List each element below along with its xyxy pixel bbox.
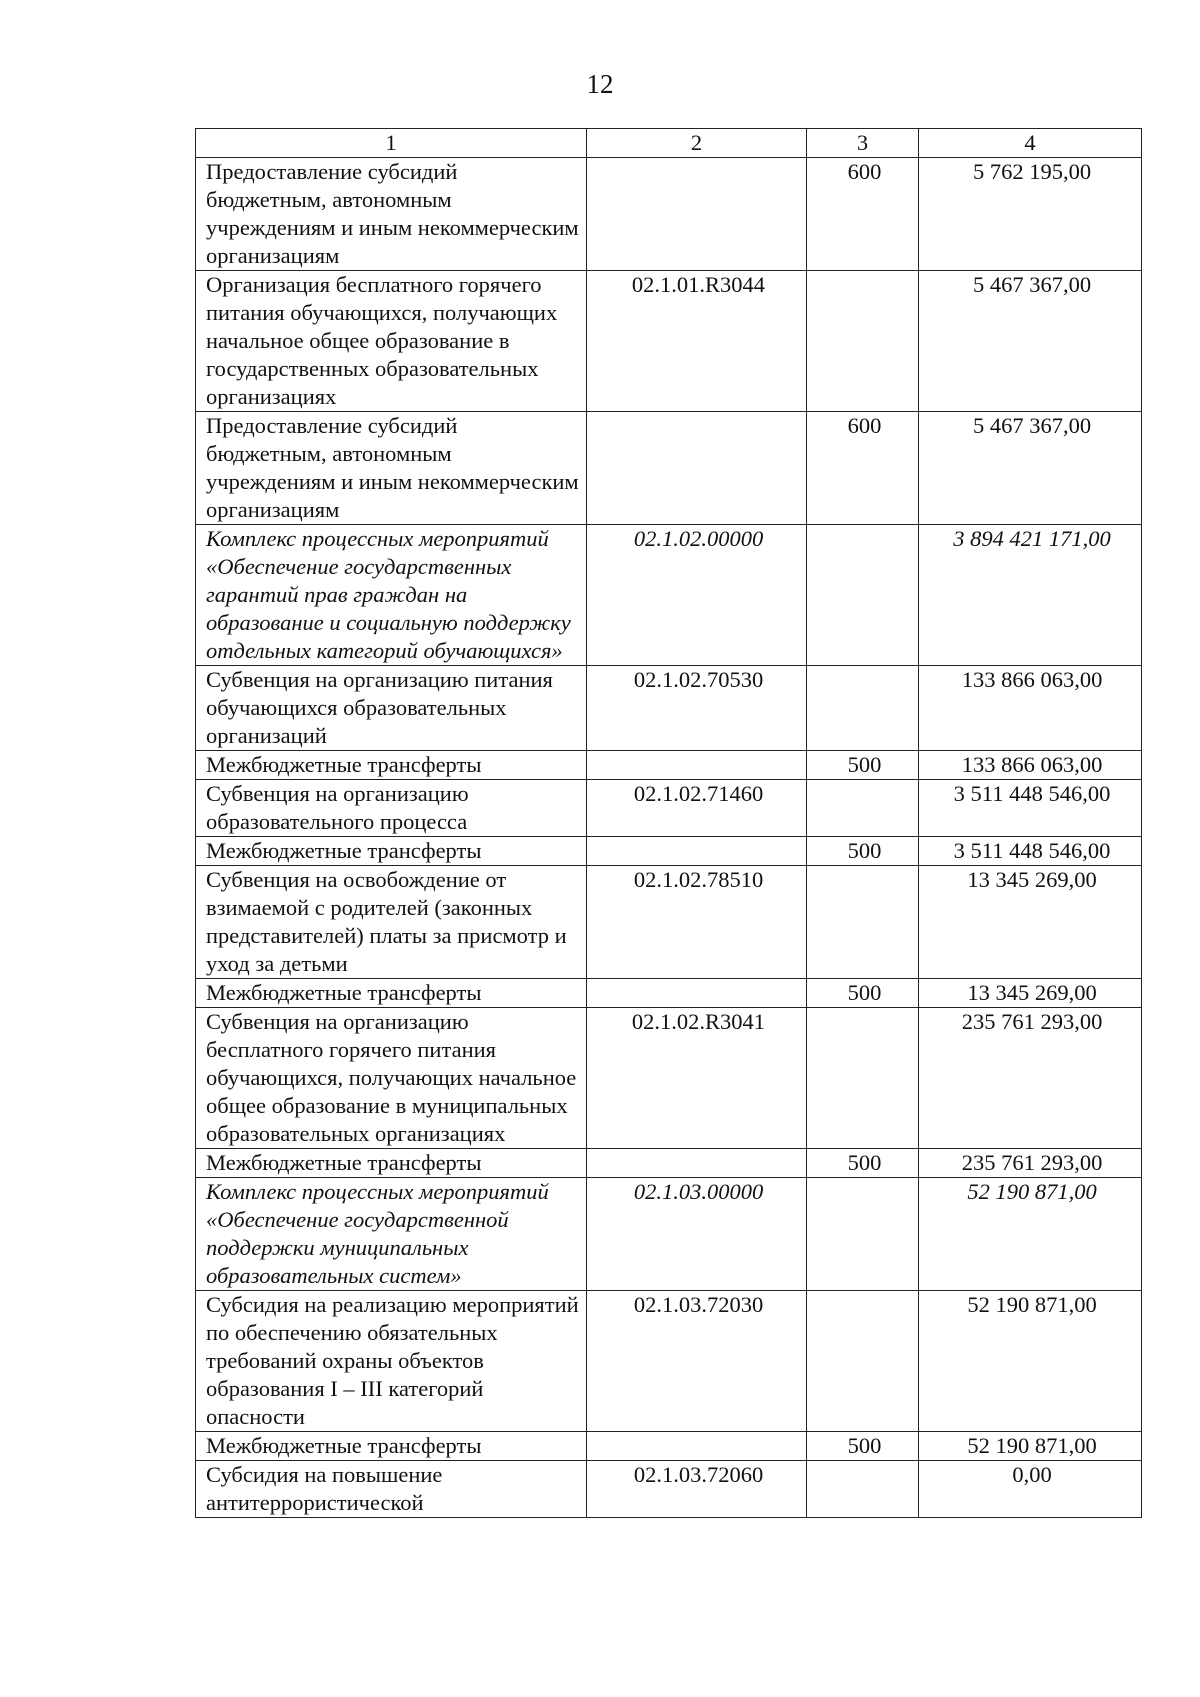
row-type-cell: 500 <box>807 1432 919 1461</box>
row-amount-cell: 3 511 448 546,00 <box>919 837 1142 866</box>
row-name-cell: Межбюджетные трансферты <box>196 979 587 1008</box>
row-amount-cell: 5 762 195,00 <box>919 158 1142 271</box>
row-amount-cell: 52 190 871,00 <box>919 1291 1142 1432</box>
table-row <box>196 1008 1142 1149</box>
row-name-cell: Субвенция на организацию образовательного процесса <box>196 780 587 837</box>
table-row <box>196 751 1142 780</box>
row-amount-cell: 5 467 367,00 <box>919 271 1142 412</box>
row-amount-cell: 0,00 <box>919 1461 1142 1518</box>
row-name-cell: Комплекс процессных мероприятий «Обеспечение государственных гарантий прав граждан на образование и социальную поддержку отдельных категорий обучающихся» <box>196 525 587 666</box>
row-name-cell: Межбюджетные трансферты <box>196 837 587 866</box>
table-row <box>196 1461 1142 1518</box>
row-name-cell: Предоставление субсидий бюджетным, автономным учреждениям и иным некоммерческим организациям <box>196 412 587 525</box>
row-code-cell: 02.1.02.78510 <box>587 866 807 979</box>
row-code-cell: 02.1.02.70530 <box>587 666 807 751</box>
row-name-cell: Организация бесплатного горячего питания обучающихся, получающих начальное общее образование в государственных образовательных организациях <box>196 271 587 412</box>
page-number: 12 <box>586 69 614 99</box>
row-type-cell: 600 <box>807 412 919 525</box>
row-type-cell: 500 <box>807 751 919 780</box>
table-row <box>196 158 1142 271</box>
row-type-cell <box>807 866 919 979</box>
row-type-cell: 600 <box>807 158 919 271</box>
row-type-cell <box>807 1008 919 1149</box>
row-name-cell: Субсидия на реализацию мероприятий по обеспечению обязательных требований охраны объектов образования I – III категорий опасности <box>196 1291 587 1432</box>
row-code-cell <box>587 979 807 1008</box>
table-row <box>196 1432 1142 1461</box>
row-amount-cell: 5 467 367,00 <box>919 412 1142 525</box>
table-body <box>196 158 1142 1518</box>
row-code-cell <box>587 412 807 525</box>
row-amount-cell: 235 761 293,00 <box>919 1008 1142 1149</box>
row-name-cell: Субвенция на освобождение от взимаемой с родителей (законных представителей) платы за присмотр и уход за детьми <box>196 866 587 979</box>
row-code-cell: 02.1.02.00000 <box>587 525 807 666</box>
row-type-cell: 500 <box>807 1149 919 1178</box>
column-header-2: 2 <box>587 129 807 158</box>
row-code-cell <box>587 837 807 866</box>
row-code-cell: 02.1.03.72030 <box>587 1291 807 1432</box>
row-amount-cell: 235 761 293,00 <box>919 1149 1142 1178</box>
table-row <box>196 412 1142 525</box>
row-type-cell: 500 <box>807 979 919 1008</box>
table-row <box>196 1178 1142 1291</box>
row-type-cell <box>807 1178 919 1291</box>
row-amount-cell: 13 345 269,00 <box>919 979 1142 1008</box>
row-code-cell <box>587 1149 807 1178</box>
row-name-cell: Субвенция на организацию бесплатного горячего питания обучающихся, получающих начальное общее образование в муниципальных образовательных организациях <box>196 1008 587 1149</box>
row-code-cell: 02.1.03.00000 <box>587 1178 807 1291</box>
table-row <box>196 666 1142 751</box>
row-code-cell <box>587 158 807 271</box>
table-row <box>196 271 1142 412</box>
table-row <box>196 866 1142 979</box>
table-header-row <box>196 129 1142 158</box>
row-name-cell: Предоставление субсидий бюджетным, автономным учреждениям и иным некоммерческим организациям <box>196 158 587 271</box>
column-header-1: 1 <box>196 129 587 158</box>
row-code-cell: 02.1.02.71460 <box>587 780 807 837</box>
row-name-cell: Межбюджетные трансферты <box>196 1149 587 1178</box>
column-header-3: 3 <box>807 129 919 158</box>
row-amount-cell: 3 511 448 546,00 <box>919 780 1142 837</box>
budget-table <box>195 128 1142 1518</box>
row-amount-cell: 3 894 421 171,00 <box>919 525 1142 666</box>
table-row <box>196 1149 1142 1178</box>
column-header-4: 4 <box>919 129 1142 158</box>
row-type-cell <box>807 1291 919 1432</box>
table-row <box>196 525 1142 666</box>
table-row <box>196 979 1142 1008</box>
row-amount-cell: 133 866 063,00 <box>919 666 1142 751</box>
row-amount-cell: 133 866 063,00 <box>919 751 1142 780</box>
row-name-cell: Субвенция на организацию питания обучающихся образовательных организаций <box>196 666 587 751</box>
row-name-cell: Межбюджетные трансферты <box>196 751 587 780</box>
row-name-cell: Субсидия на повышение антитеррористической <box>196 1461 587 1518</box>
row-code-cell <box>587 751 807 780</box>
table-row <box>196 1291 1142 1432</box>
row-code-cell <box>587 1432 807 1461</box>
row-type-cell <box>807 780 919 837</box>
row-type-cell <box>807 666 919 751</box>
row-type-cell <box>807 1461 919 1518</box>
row-type-cell <box>807 271 919 412</box>
table-row <box>196 780 1142 837</box>
row-amount-cell: 13 345 269,00 <box>919 866 1142 979</box>
row-type-cell <box>807 525 919 666</box>
row-code-cell: 02.1.01.R3044 <box>587 271 807 412</box>
row-name-cell: Межбюджетные трансферты <box>196 1432 587 1461</box>
row-name-cell: Комплекс процессных мероприятий «Обеспечение государственной поддержки муниципальных образовательных систем» <box>196 1178 587 1291</box>
row-amount-cell: 52 190 871,00 <box>919 1432 1142 1461</box>
row-type-cell: 500 <box>807 837 919 866</box>
row-code-cell: 02.1.02.R3041 <box>587 1008 807 1149</box>
table-row <box>196 837 1142 866</box>
row-code-cell: 02.1.03.72060 <box>587 1461 807 1518</box>
row-amount-cell: 52 190 871,00 <box>919 1178 1142 1291</box>
